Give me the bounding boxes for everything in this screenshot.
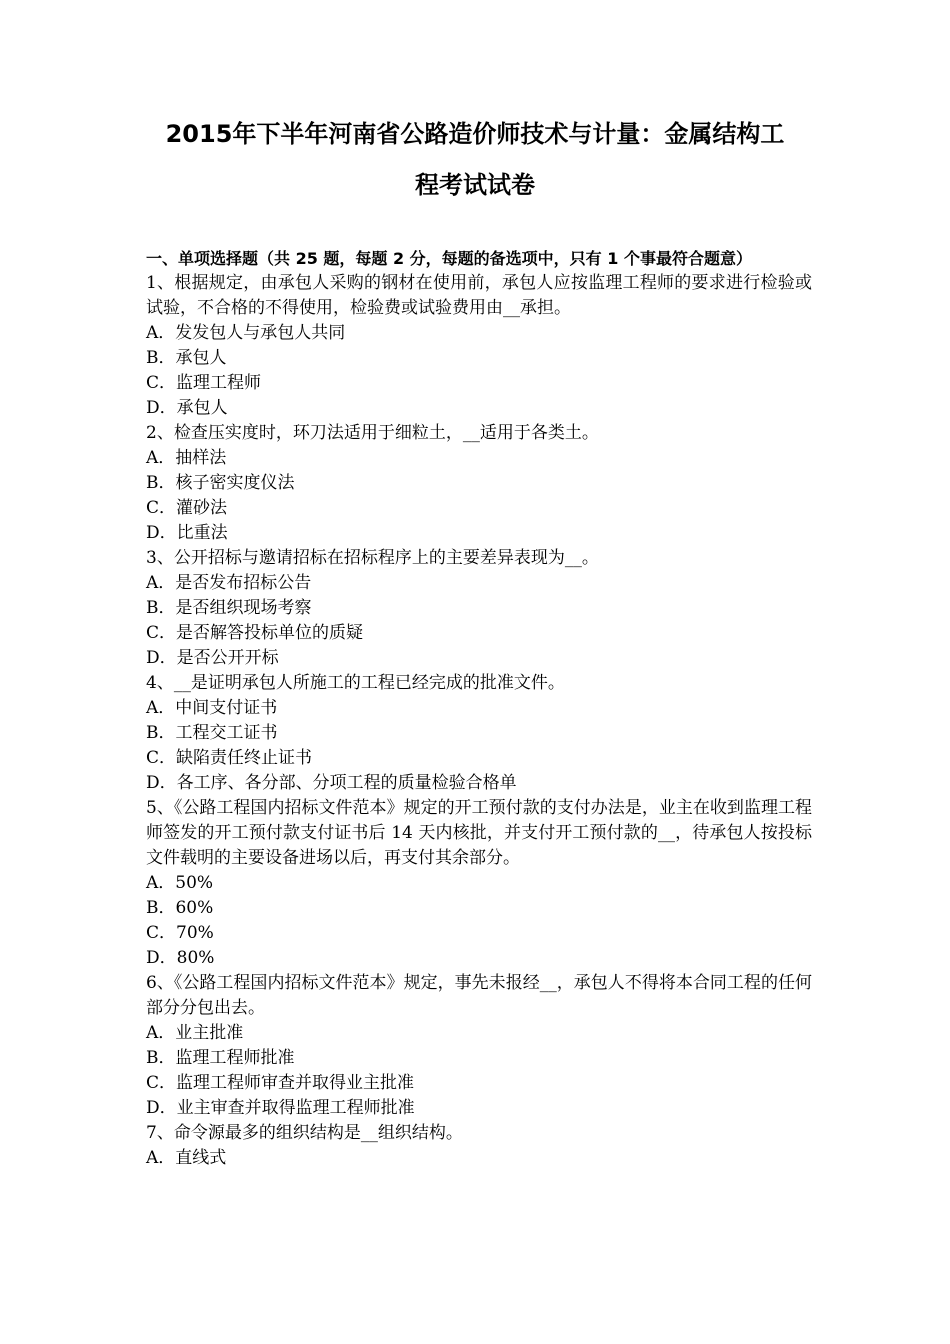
option-d: D．业主审查并取得监理工程师批准: [146, 1098, 415, 1118]
option-a: A．中间支付证书: [146, 698, 278, 718]
option-b: B．监理工程师批准: [146, 1048, 295, 1068]
option-a: A．发发包人与承包人共同: [146, 323, 346, 343]
question-4: [146, 671, 812, 796]
option-b: B．核子密实度仪法: [146, 473, 295, 493]
option-a: A．直线式: [146, 1148, 227, 1168]
option-b: B．承包人: [146, 348, 227, 368]
question-stem: 2、检查压实度时，环刀法适用于细粒土，__适用于各类土。: [146, 423, 599, 443]
section-heading: 一、单项选择题（共 25 题，每题 2 分，每题的备选项中，只有 1 个事最符合题意）: [146, 249, 752, 268]
question-stem: 3、公开招标与邀请招标在招标程序上的主要差异表现为__。: [146, 548, 599, 568]
option-c: C．灌砂法: [146, 498, 228, 518]
option-c: C．缺陷责任终止证书: [146, 748, 313, 768]
option-b: B．工程交工证书: [146, 723, 278, 743]
question-stem: 1、根据规定，由承包人采购的钢材在使用前，承包人应按监理工程师的要求进行检验或试验，不合格的不得使用，检验费或试验费用由__承担。: [146, 273, 812, 318]
option-a: A．50%: [146, 873, 214, 893]
question-stem: 7、命令源最多的组织结构是__组织结构。: [146, 1123, 463, 1143]
document-body: [146, 246, 812, 1171]
option-d: D．比重法: [146, 523, 228, 543]
option-c: C．监理工程师: [146, 373, 262, 393]
option-b: B．60%: [146, 898, 214, 918]
option-d: D．80%: [146, 948, 215, 968]
question-5: [146, 796, 812, 971]
option-c: C．是否解答投标单位的质疑: [146, 623, 364, 643]
question-stem: 5、《公路工程国内招标文件范本》规定的开工预付款的支付办法是，业主在收到监理工程师签发的开工预付款支付证书后 14 天内核批，并支付开工预付款的__，待承包人按投标文件载明的主要设备进场以后，再支付其余部分。: [146, 798, 812, 868]
option-a: A．抽样法: [146, 448, 227, 468]
question-stem: 4、__是证明承包人所施工的工程已经完成的批准文件。: [146, 673, 565, 693]
option-c: C．70%: [146, 923, 214, 943]
option-a: A．是否发布招标公告: [146, 573, 312, 593]
option-a: A．业主批准: [146, 1023, 244, 1043]
option-d: D．是否公开开标: [146, 648, 279, 668]
document-title-line-1: 2015年下半年河南省公路造价师技术与计量：金属结构工: [165, 120, 785, 148]
document-title-line-2: 程考试试卷: [415, 171, 535, 199]
question-2: [146, 421, 812, 546]
option-d: D．各工序、各分部、分项工程的质量检验合格单: [146, 773, 517, 793]
option-d: D．承包人: [146, 398, 228, 418]
question-1: [146, 271, 812, 421]
question-7: [146, 1121, 812, 1171]
option-b: B．是否组织现场考察: [146, 598, 312, 618]
option-c: C．监理工程师审查并取得业主批准: [146, 1073, 415, 1093]
question-3: [146, 546, 812, 671]
question-stem: 6、《公路工程国内招标文件范本》规定，事先未报经__，承包人不得将本合同工程的任何部分分包出去。: [146, 973, 812, 1018]
question-6: [146, 971, 812, 1121]
